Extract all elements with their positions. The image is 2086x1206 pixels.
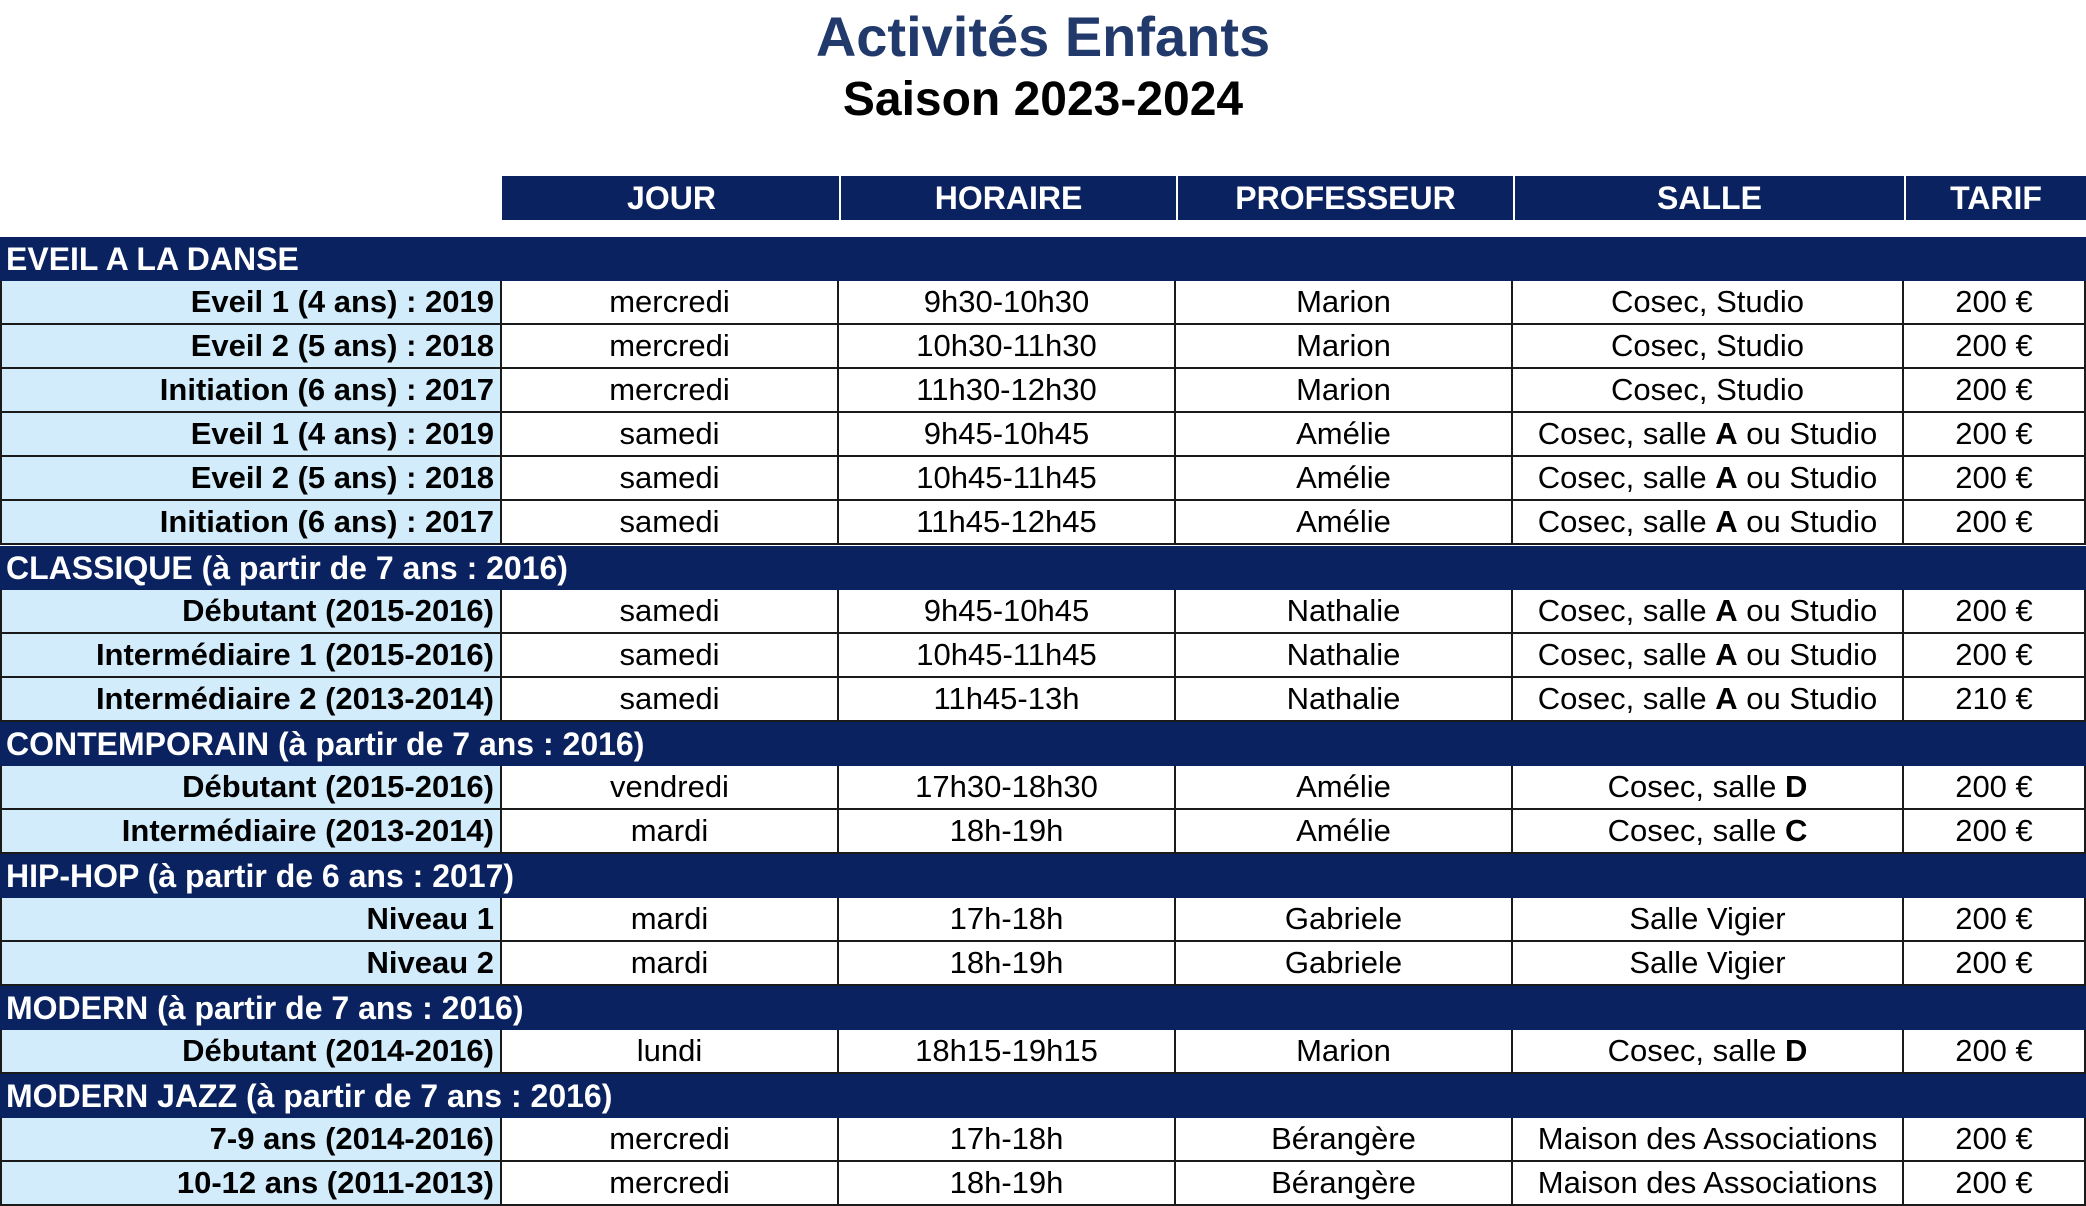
table-row — [0, 281, 2086, 325]
professeur-cell: Gabriele — [1176, 942, 1513, 986]
jour-cell: samedi — [502, 634, 839, 678]
salle-letter: A — [1715, 593, 1738, 628]
jour-cell: samedi — [502, 590, 839, 634]
table-row — [0, 590, 2086, 634]
course-label: Niveau 1 — [0, 898, 502, 942]
jour-cell: samedi — [502, 678, 839, 722]
salle-cell — [1513, 457, 1904, 501]
horaire-cell: 17h-18h — [839, 1118, 1176, 1162]
horaire-cell: 11h45-13h — [839, 678, 1176, 722]
horaire-cell: 10h30-11h30 — [839, 325, 1176, 369]
salle-suffix: ou Studio — [1737, 416, 1878, 451]
professeur-cell: Nathalie — [1176, 590, 1513, 634]
salle-letter: A — [1715, 416, 1738, 451]
jour-cell: mercredi — [502, 325, 839, 369]
professeur-cell: Amélie — [1176, 810, 1513, 854]
horaire-cell: 9h30-10h30 — [839, 281, 1176, 325]
salle-letter: D — [1785, 1033, 1808, 1068]
tarif-cell: 200 € — [1904, 281, 2086, 325]
column-header-salle: SALLE — [1513, 176, 1904, 220]
course-label: 7-9 ans (2014-2016) — [0, 1118, 502, 1162]
salle-cell — [1513, 898, 1904, 942]
course-label: Intermédiaire (2013-2014) — [0, 810, 502, 854]
tarif-cell: 200 € — [1904, 1030, 2086, 1074]
salle-text: Cosec, salle — [1537, 637, 1716, 672]
course-label: Débutant (2015-2016) — [0, 766, 502, 810]
salle-text: Cosec, salle — [1537, 504, 1716, 539]
professeur-cell: Marion — [1176, 1030, 1513, 1074]
jour-cell: mardi — [502, 942, 839, 986]
professeur-cell: Amélie — [1176, 413, 1513, 457]
table-row — [0, 413, 2086, 457]
course-label: Eveil 1 (4 ans) : 2019 — [0, 413, 502, 457]
salle-cell — [1513, 501, 1904, 545]
salle-suffix: ou Studio — [1737, 460, 1878, 495]
professeur-cell: Nathalie — [1176, 634, 1513, 678]
professeur-cell: Amélie — [1176, 501, 1513, 545]
page-title: Activités Enfants — [815, 5, 1271, 68]
course-label: Intermédiaire 2 (2013-2014) — [0, 678, 502, 722]
jour-cell: samedi — [502, 413, 839, 457]
professeur-cell: Amélie — [1176, 766, 1513, 810]
salle-text: Cosec, Studio — [1611, 284, 1804, 319]
table-row — [0, 634, 2086, 678]
salle-letter: A — [1715, 681, 1738, 716]
course-label: 10-12 ans (2011-2013) — [0, 1162, 502, 1206]
professeur-cell: Marion — [1176, 325, 1513, 369]
table-row — [0, 898, 2086, 942]
tarif-cell: 200 € — [1904, 898, 2086, 942]
salle-text: Cosec, salle — [1537, 460, 1716, 495]
professeur-cell: Bérangère — [1176, 1118, 1513, 1162]
table-row — [0, 1030, 2086, 1074]
salle-cell — [1513, 810, 1904, 854]
salle-letter: A — [1715, 504, 1738, 539]
salle-text: Maison des Associations — [1537, 1165, 1878, 1200]
table-row — [0, 1118, 2086, 1162]
salle-text: Cosec, salle — [1607, 813, 1786, 848]
section-header: EVEIL A LA DANSE — [0, 237, 2086, 281]
salle-text: Cosec, Studio — [1611, 372, 1804, 407]
tarif-cell: 200 € — [1904, 413, 2086, 457]
jour-cell: mercredi — [502, 281, 839, 325]
course-label: Débutant (2014-2016) — [0, 1030, 502, 1074]
jour-cell: samedi — [502, 457, 839, 501]
tarif-cell: 200 € — [1904, 369, 2086, 413]
column-header-jour: JOUR — [502, 176, 839, 220]
salle-text: Cosec, salle — [1537, 681, 1716, 716]
horaire-cell: 18h15-19h15 — [839, 1030, 1176, 1074]
horaire-cell: 17h-18h — [839, 898, 1176, 942]
salle-cell — [1513, 325, 1904, 369]
tarif-cell: 200 € — [1904, 501, 2086, 545]
salle-cell — [1513, 1118, 1904, 1162]
horaire-cell: 18h-19h — [839, 1162, 1176, 1206]
table-row — [0, 1162, 2086, 1206]
salle-text: Cosec, salle — [1607, 1033, 1786, 1068]
salle-text: Cosec, Studio — [1611, 328, 1804, 363]
jour-cell: mercredi — [502, 369, 839, 413]
horaire-cell: 11h30-12h30 — [839, 369, 1176, 413]
section-header: MODERN (à partir de 7 ans : 2016) — [0, 986, 2086, 1030]
table-row — [0, 678, 2086, 722]
tarif-cell: 200 € — [1904, 766, 2086, 810]
professeur-cell: Amélie — [1176, 457, 1513, 501]
horaire-cell: 10h45-11h45 — [839, 457, 1176, 501]
tarif-cell: 210 € — [1904, 678, 2086, 722]
jour-cell: mardi — [502, 898, 839, 942]
salle-letter: A — [1715, 460, 1738, 495]
tarif-cell: 200 € — [1904, 590, 2086, 634]
column-header-professeur: PROFESSEUR — [1176, 176, 1513, 220]
salle-cell — [1513, 369, 1904, 413]
salle-cell — [1513, 590, 1904, 634]
horaire-cell: 18h-19h — [839, 942, 1176, 986]
jour-cell: lundi — [502, 1030, 839, 1074]
table-row — [0, 942, 2086, 986]
jour-cell: mercredi — [502, 1162, 839, 1206]
salle-letter: D — [1785, 769, 1808, 804]
jour-cell: mardi — [502, 810, 839, 854]
tarif-cell: 200 € — [1904, 457, 2086, 501]
professeur-cell: Marion — [1176, 369, 1513, 413]
table-row — [0, 325, 2086, 369]
horaire-cell: 17h30-18h30 — [839, 766, 1176, 810]
course-label: Initiation (6 ans) : 2017 — [0, 369, 502, 413]
salle-text: Cosec, salle — [1607, 769, 1786, 804]
course-label: Eveil 2 (5 ans) : 2018 — [0, 457, 502, 501]
salle-text: Salle Vigier — [1629, 945, 1786, 980]
section-header: HIP-HOP (à partir de 6 ans : 2017) — [0, 854, 2086, 898]
salle-text: Cosec, salle — [1537, 593, 1716, 628]
course-label: Niveau 2 — [0, 942, 502, 986]
salle-letter: A — [1715, 637, 1738, 672]
section-header: CONTEMPORAIN (à partir de 7 ans : 2016) — [0, 722, 2086, 766]
salle-text: Cosec, salle — [1537, 416, 1716, 451]
professeur-cell: Bérangère — [1176, 1162, 1513, 1206]
tarif-cell: 200 € — [1904, 942, 2086, 986]
salle-suffix: ou Studio — [1737, 637, 1878, 672]
salle-suffix: ou Studio — [1737, 504, 1878, 539]
salle-text: Salle Vigier — [1629, 901, 1786, 936]
horaire-cell: 18h-19h — [839, 810, 1176, 854]
salle-cell — [1513, 281, 1904, 325]
horaire-cell: 9h45-10h45 — [839, 590, 1176, 634]
table-row — [0, 457, 2086, 501]
table-row — [0, 369, 2086, 413]
table-row — [0, 766, 2086, 810]
horaire-cell: 9h45-10h45 — [839, 413, 1176, 457]
course-label: Eveil 1 (4 ans) : 2019 — [0, 281, 502, 325]
course-label: Initiation (6 ans) : 2017 — [0, 501, 502, 545]
table-row — [0, 810, 2086, 854]
professeur-cell: Marion — [1176, 281, 1513, 325]
tarif-cell: 200 € — [1904, 810, 2086, 854]
tarif-cell: 200 € — [1904, 1118, 2086, 1162]
horaire-cell: 10h45-11h45 — [839, 634, 1176, 678]
salle-cell — [1513, 678, 1904, 722]
salle-cell — [1513, 942, 1904, 986]
salle-cell — [1513, 766, 1904, 810]
professeur-cell: Nathalie — [1176, 678, 1513, 722]
section-header: MODERN JAZZ (à partir de 7 ans : 2016) — [0, 1074, 2086, 1118]
page-subtitle: Saison 2023-2024 — [842, 73, 1244, 126]
salle-text: Maison des Associations — [1537, 1121, 1878, 1156]
salle-letter: C — [1785, 813, 1808, 848]
tarif-cell: 200 € — [1904, 634, 2086, 678]
salle-cell — [1513, 634, 1904, 678]
tarif-cell: 200 € — [1904, 1162, 2086, 1206]
professeur-cell: Gabriele — [1176, 898, 1513, 942]
course-label: Intermédiaire 1 (2015-2016) — [0, 634, 502, 678]
table-row — [0, 501, 2086, 545]
horaire-cell: 11h45-12h45 — [839, 501, 1176, 545]
salle-suffix: ou Studio — [1737, 681, 1878, 716]
salle-suffix: ou Studio — [1737, 593, 1878, 628]
section-header: CLASSIQUE (à partir de 7 ans : 2016) — [0, 546, 2086, 590]
column-header-tarif: TARIF — [1904, 176, 2086, 220]
column-header-horaire: HORAIRE — [839, 176, 1176, 220]
salle-cell — [1513, 1162, 1904, 1206]
jour-cell: vendredi — [502, 766, 839, 810]
course-label: Débutant (2015-2016) — [0, 590, 502, 634]
salle-cell — [1513, 1030, 1904, 1074]
salle-cell — [1513, 413, 1904, 457]
course-label: Eveil 2 (5 ans) : 2018 — [0, 325, 502, 369]
jour-cell: mercredi — [502, 1118, 839, 1162]
jour-cell: samedi — [502, 501, 839, 545]
tarif-cell: 200 € — [1904, 325, 2086, 369]
